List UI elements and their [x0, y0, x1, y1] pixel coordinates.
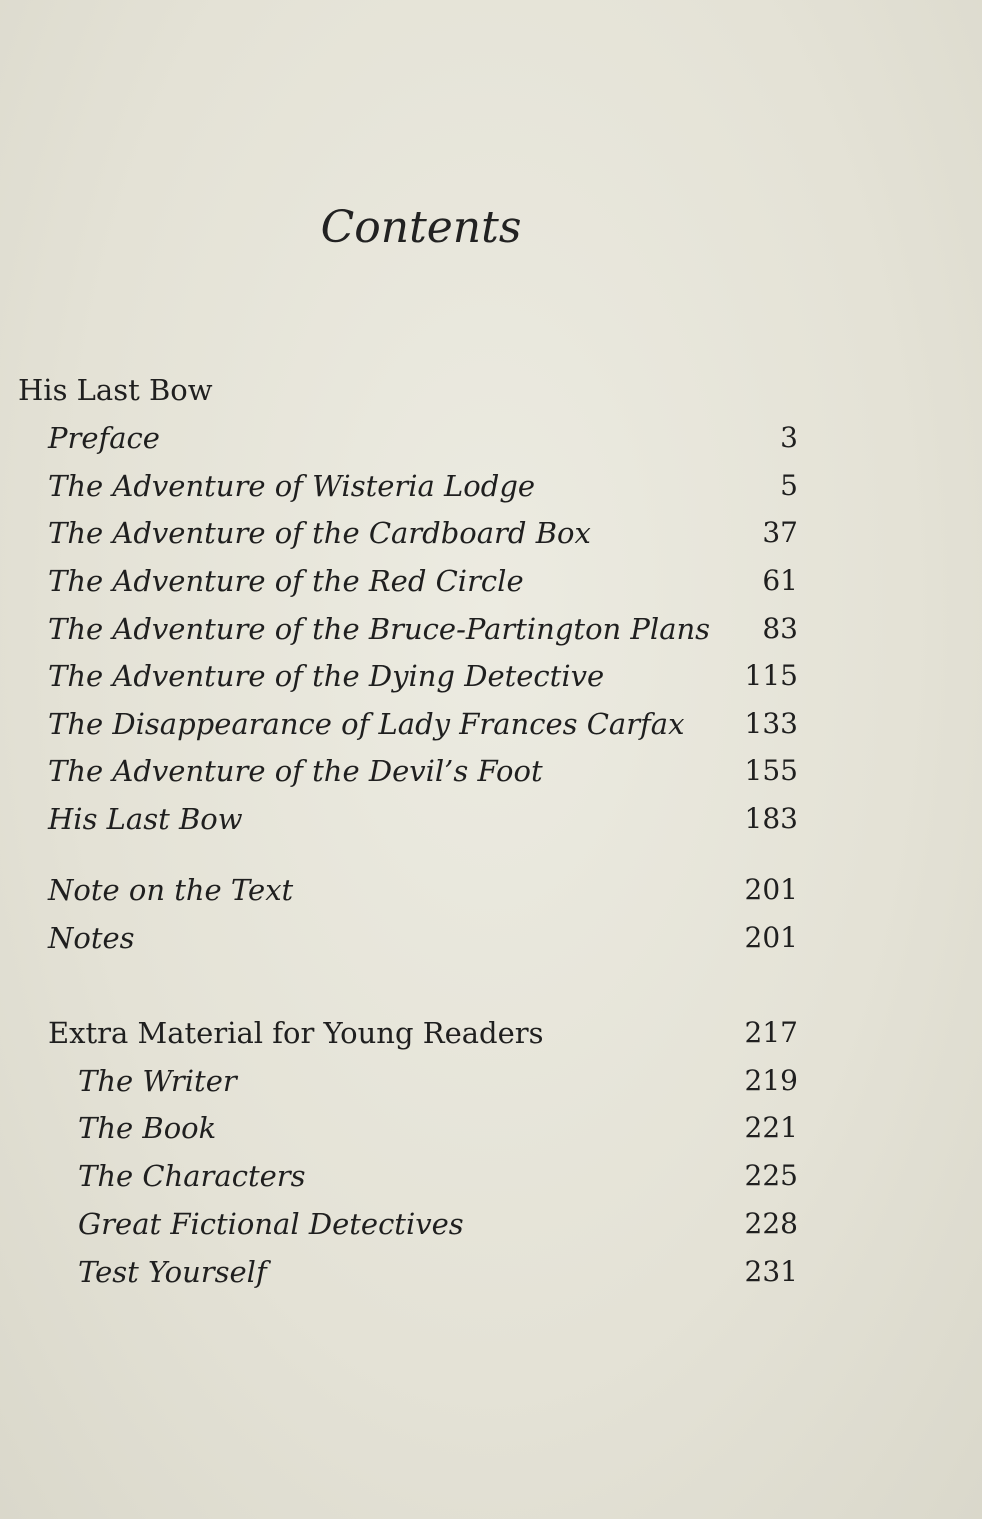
toc-entry-page: 37 — [762, 516, 798, 549]
toc-entry-title: The Book — [78, 1111, 217, 1145]
toc-entry — [0, 652, 982, 700]
toc-entry-page: 5 — [780, 469, 798, 502]
toc-entry-page: 133 — [744, 707, 798, 740]
toc-entry-title: Note on the Text — [48, 873, 294, 907]
toc-entry — [0, 1200, 982, 1248]
toc-entry — [0, 914, 982, 962]
toc-entry — [0, 1248, 982, 1296]
toc-section-page: 217 — [744, 1016, 798, 1049]
toc-entry-page: 61 — [762, 564, 798, 597]
toc-entry — [0, 462, 982, 510]
page-title: Contents — [320, 202, 522, 253]
toc-entry-page: 221 — [744, 1111, 798, 1144]
toc-entry — [0, 866, 982, 914]
toc-entry — [0, 557, 982, 605]
toc-entry-title: The Adventure of the Cardboard Box — [48, 516, 591, 550]
toc-entry — [0, 509, 982, 557]
toc-entry-page: 201 — [744, 921, 798, 954]
toc-entry-title: Test Yourself — [78, 1255, 267, 1289]
toc-entry-title: His Last Bow — [48, 802, 243, 836]
toc-entry-title: Preface — [48, 421, 160, 455]
toc-entry — [0, 414, 982, 462]
toc-entry — [0, 1057, 982, 1105]
toc-entry-page: 155 — [744, 754, 798, 787]
toc-entry-page: 83 — [762, 612, 798, 645]
toc-entry-title: Great Fictional Detectives — [78, 1207, 464, 1241]
toc-entry-title: Notes — [48, 921, 135, 955]
toc-entry-title: The Adventure of Wisteria Lodge — [48, 469, 536, 503]
toc-entry-page: 3 — [780, 421, 798, 454]
toc-entry — [0, 1152, 982, 1200]
toc-entry — [0, 747, 982, 795]
toc-entry-title: The Adventure of the Bruce-Partington Plans — [48, 612, 711, 646]
toc-section-title: Extra Material for Young Readers — [48, 1016, 544, 1050]
toc-entry-page: 201 — [744, 873, 798, 906]
toc-section-title: His Last Bow — [18, 373, 213, 407]
toc-entry-title: The Characters — [78, 1159, 306, 1193]
toc-entry-title: The Adventure of the Dying Detective — [48, 659, 605, 693]
toc-entry — [0, 700, 982, 748]
toc-entry-page: 183 — [744, 802, 798, 835]
toc-entry-page: 219 — [744, 1064, 798, 1097]
toc-entry-page: 225 — [744, 1159, 798, 1192]
toc-entry — [0, 1104, 982, 1152]
toc-entry — [0, 605, 982, 653]
toc-section-heading — [0, 366, 982, 414]
toc-section-heading — [0, 1009, 982, 1057]
toc-entry-page: 228 — [744, 1207, 798, 1240]
toc-entry — [0, 795, 982, 843]
toc-entry-title: The Adventure of the Devil’s Foot — [48, 754, 543, 788]
toc-entry-page: 115 — [744, 659, 798, 692]
toc-entry-page: 231 — [744, 1255, 798, 1288]
toc-entry-title: The Writer — [78, 1064, 237, 1098]
toc-entry-title: The Adventure of the Red Circle — [48, 564, 524, 598]
toc-entry-title: The Disappearance of Lady Frances Carfax — [48, 707, 685, 741]
